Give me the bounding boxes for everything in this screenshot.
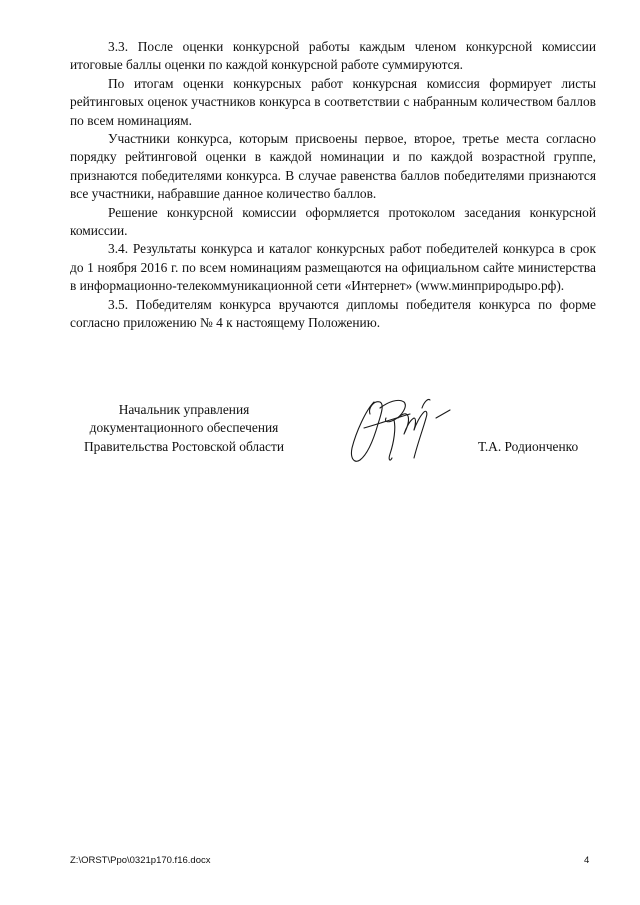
paragraph-3-5: 3.5. Победителям конкурса вручаются дипломы победителя конкурса по форме согласно приложению № 4 к настоящему Положению. xyxy=(70,296,596,331)
paragraph-3-3: 3.3. После оценки конкурсной работы каждым членом конкурсной комиссии итоговые баллы оценки по каждой конкурсной работе суммируются. xyxy=(70,39,596,73)
position-line: Правительства Ростовской области xyxy=(83,438,285,454)
signatory-position xyxy=(66,401,302,456)
handwritten-signature-icon xyxy=(344,388,454,472)
paragraph-decision: Решение конкурсной комиссии оформляется протоколом заседания конкурсной комиссии. xyxy=(70,204,596,239)
position-line: документационного обеспечения xyxy=(89,420,279,436)
paragraph-3-4: 3.4. Результаты конкурса и каталог конкурсных работ победителей конкурса в срок до 1 ноября 2016 г. по всем номинациям размещаются на официальном сайте министерства в информационно-телекоммуникационной сети «Интернет» (www.минприродыро.рф). xyxy=(70,241,596,294)
footer-file-path: Z:\ORST\Ppo\0321p170.f16.docx xyxy=(70,855,211,866)
signatory-name: Т.А. Родионченко xyxy=(478,439,579,454)
paragraph-rating-sheets: По итогам оценки конкурсных работ конкурсная комиссия формирует листы рейтинговых оценок участников конкурса в соответствии с набранным количеством баллов по всем номинациям. xyxy=(70,75,596,128)
position-line: Начальник управления xyxy=(118,402,250,417)
document-body xyxy=(70,38,596,333)
page-number: 4 xyxy=(584,855,590,866)
paragraph-winners: Участники конкурса, которым присвоены первое, второе, третье места согласно порядку рейтинговой оценки в каждой номинации и по каждой возрастной группе, признаются победителями конкурса. В случае равенства баллов победителями признаются все участники, набравшие данное количество баллов. xyxy=(70,131,596,202)
